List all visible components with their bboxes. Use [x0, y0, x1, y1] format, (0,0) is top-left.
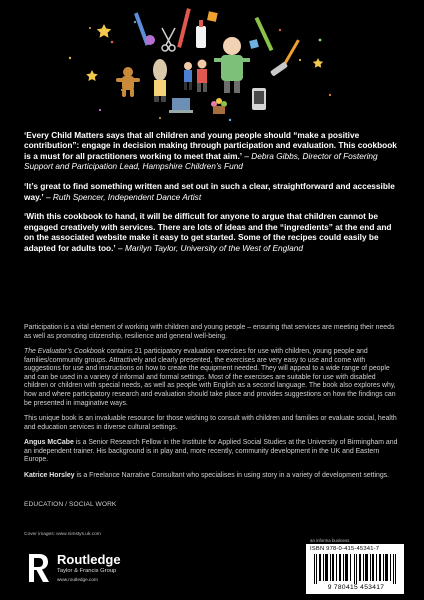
paper-doll-icon [153, 59, 167, 102]
quote-text: ‘Every Child Matters says that all children and young people should “make a positive contribution”: engage in decision making through participation and evaluation. This cookbook is a must for all practitioners working to meet that aim.’ [24, 130, 397, 161]
laptop-icon [169, 98, 193, 113]
doll-figure-icon [214, 37, 250, 93]
cover-illustration [0, 0, 424, 125]
pencil-icon [283, 39, 300, 65]
author-bio [24, 439, 400, 465]
description-text: contains 21 participatory evaluation exercises for use with children, young people and families/community groups. Attractively and clearly presented, the exercises are very easy to use and come with suggestions for use and instructions on how to create the equipment needed. They will appeal to a wide range of people and can be used in a variety of informal and formal settings. Most of the exercises are suitable for use with disabled children or children with special needs, as well as people with English as a second language. The book also explores why, how and where participatory research and evaluation should take place and provides suggestions on how the findings can be presented in imaginative ways. [24, 347, 396, 407]
publisher-logo [24, 550, 164, 590]
author-name: Katrice Horsley [24, 471, 75, 479]
isbn-barcode-box [306, 544, 404, 594]
author-bio-text: is a Freelance Narrative Consultant who specialises in using story in a variety of development settings. [74, 471, 390, 479]
scissors-icon [162, 28, 175, 51]
quote-text: ‘It’s great to find something written and set out in such a clear, straightforward and accessible way.’ [24, 181, 395, 202]
quote-attribution: – Debra Gibbs, Director of Fostering Support and Participation Lead, Hampshire Children’s Fund [24, 150, 378, 172]
book-title: The Evaluator’s Cookbook [24, 347, 105, 355]
endorsement-quotes [24, 130, 400, 263]
star-icon [86, 70, 98, 81]
device-icon [252, 88, 266, 110]
description-paragraph [24, 348, 400, 408]
book-description [24, 324, 400, 487]
author-bio-text: is a Senior Research Fellow in the Institute for Applied Social Studies at the University of Birmingham and an independent trainer. His background is in play and, more recently, community development in the UK and Eastern Europe. [24, 438, 398, 464]
star-icon [313, 58, 323, 68]
subject-category: EDUCATION / SOCIAL WORK [24, 501, 117, 508]
cover-credit: Cover images: www.nimstys.uk.com [24, 532, 101, 537]
publisher-group: Taylor & Francis Group [57, 568, 117, 574]
routledge-r-icon [24, 550, 52, 586]
isbn-digits: 9 780415 453417 [327, 584, 385, 591]
glue-bottle-icon [196, 20, 206, 48]
isbn-label: ISBN 978-0-415-45341-7 [310, 546, 380, 552]
quote-attribution: – Ruth Spencer, Independent Dance Artist [46, 191, 202, 202]
author-bio [24, 472, 400, 481]
pencil-icon [177, 8, 191, 48]
quote-attribution: – Marilyn Taylor, University of the West of England [118, 242, 303, 253]
block-icon [249, 39, 259, 49]
people-figures-icon [184, 60, 207, 93]
yarn-ball-icon [145, 35, 155, 45]
informa-tagline: an informa business [310, 538, 350, 543]
quote-3 [24, 211, 400, 253]
block-icon [207, 11, 218, 22]
star-icon [97, 24, 111, 38]
gingerbread-icon [116, 67, 140, 97]
quote-2 [24, 181, 400, 202]
flowers-icon [211, 98, 227, 114]
publisher-name: Routledge [57, 552, 121, 567]
description-paragraph: This unique book is an invaluable resource for those wishing to consult with children and families or evaluate social, health and education services in diverse cultural settings. [24, 414, 397, 431]
description-paragraph: Participation is a vital element of working with children and young people – ensuring that services are meeting their needs as well as promoting citizenship, resilience and general well-being. [24, 324, 395, 340]
author-name: Angus McCabe [24, 438, 74, 446]
paint-tube-icon [270, 61, 288, 76]
quote-1 [24, 130, 400, 172]
quote-text: ‘With this cookbook to hand, it will be difficult for anyone to argue that children cannot be engaged creatively with services. There are lots of ideas and the “ingredients” at the end and on the associated website make it easy to get started. Some of the recipes could easily be adapted for adults too.’ [24, 211, 392, 253]
publisher-url: www.routledge.com [57, 577, 98, 582]
barcode-icon [314, 554, 398, 584]
